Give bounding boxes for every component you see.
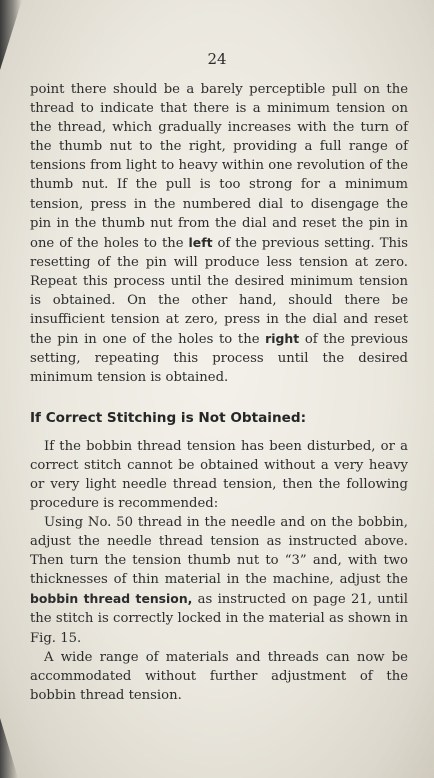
page-body	[30, 80, 408, 705]
paragraph-text: point there should be a barely perceptible pull on the thread to indicate that there is a minimum tension on the thread, which gradually increases with the turn of the thumb nut to the right, providing a full range of tensions from light to heavy within one revolution of the thumb nut. If the pull is too strong for a minimum tension, press in the numbered dial to disengage the pin in the thumb nut from the dial and reset the pin in one of the holes to the	[30, 82, 408, 251]
paragraph-procedure	[30, 513, 408, 648]
section-heading: If Correct Stitching is Not Obtained:	[30, 409, 307, 426]
paragraph-tension-adjustment	[30, 80, 408, 388]
bold-term-bobbin-tension: bobbin thread tension,	[30, 591, 193, 607]
bold-term-left: left	[188, 234, 213, 250]
paragraph-wide-range: A wide range of materials and threads can now be accommodated without further adjustment of the bobbin thread tension.	[30, 649, 408, 703]
paragraph-text: Using No. 50 thread in the needle and on the bobbin, adjust the needle thread tension as instructed above. Then turn the tension thumb nut to “3” and, with two thicknesses of thin material in the machine, adjust the	[30, 514, 408, 588]
page-number: 24	[207, 50, 227, 68]
paragraph-text: of the previous setting. This resetting of the pin will produce less tension at zero. Repeat this process until the desired minimum tension is obtained. On the other hand, should there be insufficient tension at zero, press in the dial and reset the pin in one of the holes to the	[30, 235, 408, 348]
page-corner-shadow-bottom	[0, 718, 18, 778]
bold-term-right: right	[265, 331, 300, 347]
paragraph-bobbin-disturbed: If the bobbin thread tension has been disturbed, or a correct stitch cannot be obtained without a very heavy or very light needle thread tension, then the following procedure is recommended:	[30, 438, 408, 511]
paragraph-text: of the previous setting, repeating this process until the desired minimum tension is obtained.	[30, 332, 408, 386]
paragraph-text: as instructed on page 21, until the stitch is correctly locked in the material as shown in Fig. 15.	[30, 592, 408, 646]
